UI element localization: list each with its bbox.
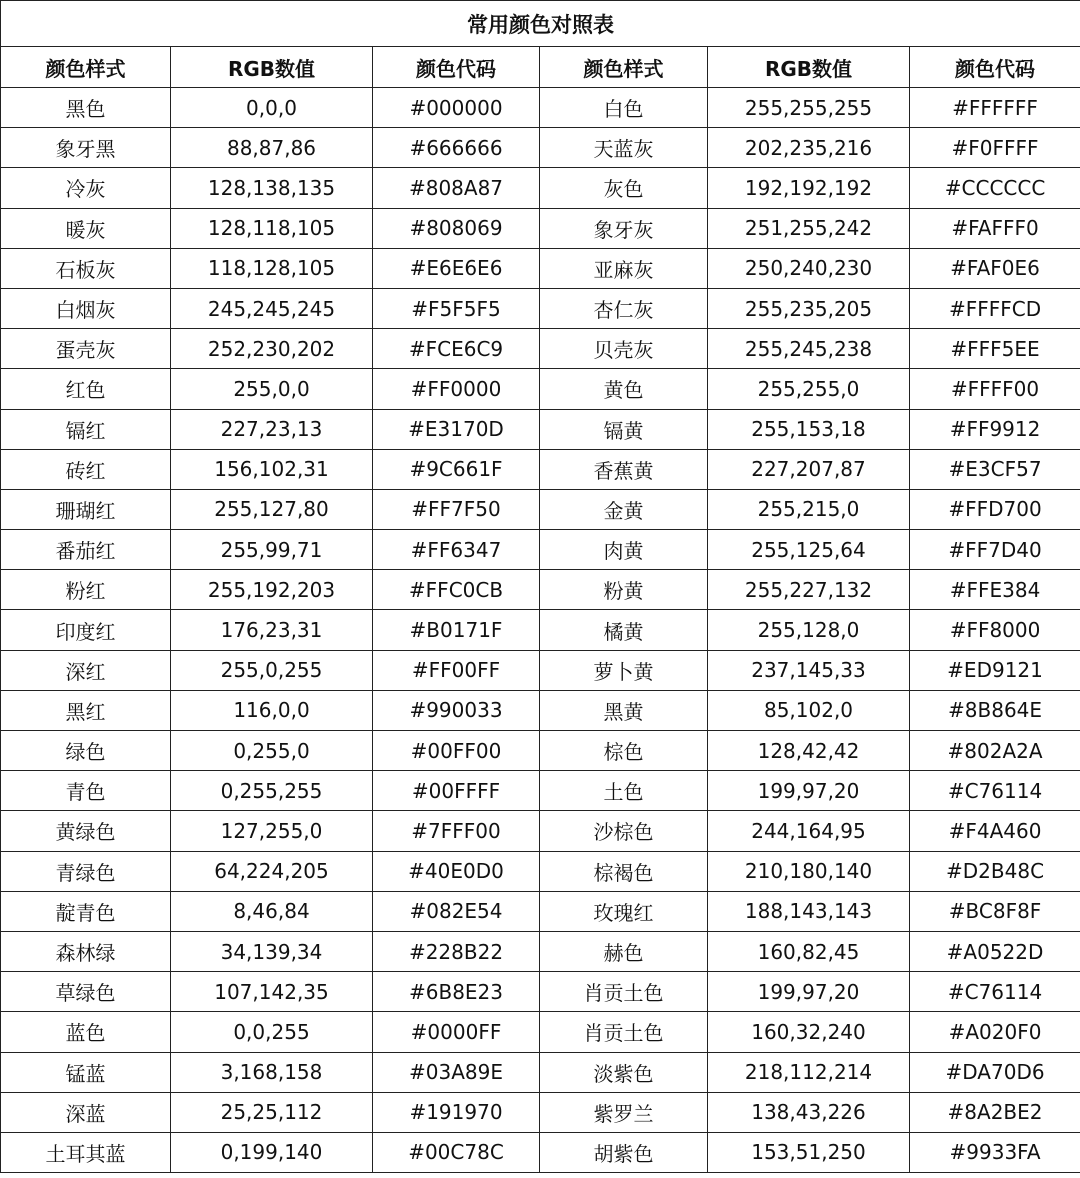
table-row — [1, 1132, 1080, 1172]
table-row — [1, 891, 1080, 931]
table-row — [1, 329, 1080, 369]
table-title: 常用颜色对照表 — [1, 1, 1080, 47]
rgb-value-cell-2: 128,42,42 — [708, 731, 910, 771]
hex-code-cell: #082E54 — [373, 891, 540, 931]
color-name-cell: 粉红 — [1, 570, 171, 610]
color-name-cell: 印度红 — [1, 610, 171, 650]
color-name-cell: 蛋壳灰 — [1, 329, 171, 369]
hex-code-cell: #0000FF — [373, 1012, 540, 1052]
rgb-value-cell: 107,142,35 — [171, 972, 373, 1012]
hex-code-cell: #666666 — [373, 128, 540, 168]
hex-code-cell-2: #FFD700 — [910, 489, 1080, 529]
table-title-row — [1, 1, 1080, 47]
hex-code-cell: #E6E6E6 — [373, 248, 540, 288]
rgb-value-cell: 8,46,84 — [171, 891, 373, 931]
table-row — [1, 449, 1080, 489]
rgb-value-cell-2: 255,125,64 — [708, 530, 910, 570]
color-name-cell: 深蓝 — [1, 1092, 171, 1132]
color-name-cell: 青色 — [1, 771, 171, 811]
hex-code-cell-2: #A020F0 — [910, 1012, 1080, 1052]
header-color-style: 颜色样式 — [1, 47, 171, 88]
color-name-cell-2: 香蕉黄 — [540, 449, 708, 489]
hex-code-cell-2: #F0FFFF — [910, 128, 1080, 168]
header-color-code-2: 颜色代码 — [910, 47, 1080, 88]
rgb-value-cell: 0,199,140 — [171, 1132, 373, 1172]
hex-code-cell-2: #BC8F8F — [910, 891, 1080, 931]
rgb-value-cell: 0,255,0 — [171, 731, 373, 771]
hex-code-cell: #FF00FF — [373, 650, 540, 690]
header-color-style-2: 颜色样式 — [540, 47, 708, 88]
rgb-value-cell-2: 218,112,214 — [708, 1052, 910, 1092]
hex-code-cell: #B0171F — [373, 610, 540, 650]
table-row — [1, 610, 1080, 650]
table-row — [1, 972, 1080, 1012]
rgb-value-cell: 88,87,86 — [171, 128, 373, 168]
rgb-value-cell: 255,0,0 — [171, 369, 373, 409]
rgb-value-cell: 0,255,255 — [171, 771, 373, 811]
color-name-cell-2: 镉黄 — [540, 409, 708, 449]
color-name-cell-2: 玫瑰红 — [540, 891, 708, 931]
table-row — [1, 1092, 1080, 1132]
table-row — [1, 168, 1080, 208]
table-row — [1, 1052, 1080, 1092]
color-name-cell-2: 沙棕色 — [540, 811, 708, 851]
hex-code-cell: #228B22 — [373, 931, 540, 971]
hex-code-cell-2: #FF8000 — [910, 610, 1080, 650]
rgb-value-cell: 128,118,105 — [171, 208, 373, 248]
rgb-value-cell: 245,245,245 — [171, 288, 373, 328]
table-row — [1, 811, 1080, 851]
color-name-cell: 暖灰 — [1, 208, 171, 248]
color-name-cell: 白烟灰 — [1, 288, 171, 328]
hex-code-cell-2: #802A2A — [910, 731, 1080, 771]
hex-code-cell: #990033 — [373, 690, 540, 730]
table-row — [1, 851, 1080, 891]
hex-code-cell: #F5F5F5 — [373, 288, 540, 328]
rgb-value-cell-2: 237,145,33 — [708, 650, 910, 690]
rgb-value-cell: 255,192,203 — [171, 570, 373, 610]
table-body — [1, 88, 1080, 1173]
color-name-cell-2: 肖贡土色 — [540, 972, 708, 1012]
hex-code-cell-2: #C76114 — [910, 771, 1080, 811]
hex-code-cell-2: #F4A460 — [910, 811, 1080, 851]
rgb-value-cell-2: 85,102,0 — [708, 690, 910, 730]
rgb-value-cell: 64,224,205 — [171, 851, 373, 891]
color-name-cell: 蓝色 — [1, 1012, 171, 1052]
header-rgb-value-2: RGB数值 — [708, 47, 910, 88]
color-name-cell: 靛青色 — [1, 891, 171, 931]
color-name-cell-2: 象牙灰 — [540, 208, 708, 248]
rgb-value-cell-2: 255,245,238 — [708, 329, 910, 369]
hex-code-cell-2: #C76114 — [910, 972, 1080, 1012]
table-row — [1, 369, 1080, 409]
table-row — [1, 288, 1080, 328]
color-name-cell-2: 土色 — [540, 771, 708, 811]
rgb-value-cell-2: 251,255,242 — [708, 208, 910, 248]
hex-code-cell: #40E0D0 — [373, 851, 540, 891]
rgb-value-cell: 255,0,255 — [171, 650, 373, 690]
color-name-cell: 深红 — [1, 650, 171, 690]
rgb-value-cell-2: 153,51,250 — [708, 1132, 910, 1172]
rgb-value-cell-2: 199,97,20 — [708, 771, 910, 811]
rgb-value-cell-2: 138,43,226 — [708, 1092, 910, 1132]
color-name-cell-2: 橘黄 — [540, 610, 708, 650]
color-name-cell-2: 贝壳灰 — [540, 329, 708, 369]
color-name-cell-2: 灰色 — [540, 168, 708, 208]
hex-code-cell-2: #FFF5EE — [910, 329, 1080, 369]
rgb-value-cell-2: 255,255,255 — [708, 88, 910, 128]
table-row — [1, 248, 1080, 288]
rgb-value-cell: 156,102,31 — [171, 449, 373, 489]
hex-code-cell: #00FFFF — [373, 771, 540, 811]
rgb-value-cell: 127,255,0 — [171, 811, 373, 851]
color-name-cell-2: 白色 — [540, 88, 708, 128]
rgb-value-cell-2: 160,82,45 — [708, 931, 910, 971]
color-name-cell: 青绿色 — [1, 851, 171, 891]
color-name-cell-2: 金黄 — [540, 489, 708, 529]
hex-code-cell-2: #FAFFF0 — [910, 208, 1080, 248]
color-name-cell: 象牙黑 — [1, 128, 171, 168]
table-row — [1, 489, 1080, 529]
hex-code-cell: #808A87 — [373, 168, 540, 208]
table-row — [1, 128, 1080, 168]
color-name-cell-2: 赫色 — [540, 931, 708, 971]
color-name-cell: 珊瑚红 — [1, 489, 171, 529]
rgb-value-cell-2: 227,207,87 — [708, 449, 910, 489]
rgb-value-cell: 227,23,13 — [171, 409, 373, 449]
rgb-value-cell-2: 160,32,240 — [708, 1012, 910, 1052]
table-row — [1, 690, 1080, 730]
table-row — [1, 409, 1080, 449]
color-name-cell: 石板灰 — [1, 248, 171, 288]
hex-code-cell-2: #8A2BE2 — [910, 1092, 1080, 1132]
color-name-cell-2: 肉黄 — [540, 530, 708, 570]
hex-code-cell: #7FFF00 — [373, 811, 540, 851]
hex-code-cell-2: #FF7D40 — [910, 530, 1080, 570]
color-name-cell-2: 黑黄 — [540, 690, 708, 730]
hex-code-cell: #6B8E23 — [373, 972, 540, 1012]
color-name-cell-2: 淡紫色 — [540, 1052, 708, 1092]
hex-code-cell-2: #ED9121 — [910, 650, 1080, 690]
rgb-value-cell-2: 188,143,143 — [708, 891, 910, 931]
color-name-cell-2: 胡紫色 — [540, 1132, 708, 1172]
hex-code-cell-2: #FFE384 — [910, 570, 1080, 610]
hex-code-cell: #E3170D — [373, 409, 540, 449]
hex-code-cell-2: #9933FA — [910, 1132, 1080, 1172]
hex-code-cell: #FFC0CB — [373, 570, 540, 610]
hex-code-cell: #000000 — [373, 88, 540, 128]
rgb-value-cell: 116,0,0 — [171, 690, 373, 730]
rgb-value-cell-2: 255,255,0 — [708, 369, 910, 409]
hex-code-cell-2: #CCCCCC — [910, 168, 1080, 208]
color-name-cell: 绿色 — [1, 731, 171, 771]
color-name-cell: 草绿色 — [1, 972, 171, 1012]
color-name-cell-2: 萝卜黄 — [540, 650, 708, 690]
hex-code-cell: #FF0000 — [373, 369, 540, 409]
hex-code-cell-2: #A0522D — [910, 931, 1080, 971]
rgb-value-cell: 0,0,0 — [171, 88, 373, 128]
hex-code-cell-2: #FF9912 — [910, 409, 1080, 449]
hex-code-cell-2: #DA70D6 — [910, 1052, 1080, 1092]
rgb-value-cell-2: 192,192,192 — [708, 168, 910, 208]
hex-code-cell: #03A89E — [373, 1052, 540, 1092]
rgb-value-cell-2: 255,215,0 — [708, 489, 910, 529]
rgb-value-cell: 3,168,158 — [171, 1052, 373, 1092]
color-name-cell-2: 黄色 — [540, 369, 708, 409]
table-header-row — [1, 47, 1080, 88]
hex-code-cell: #191970 — [373, 1092, 540, 1132]
color-name-cell: 黑红 — [1, 690, 171, 730]
rgb-value-cell-2: 244,164,95 — [708, 811, 910, 851]
color-name-cell: 锰蓝 — [1, 1052, 171, 1092]
rgb-value-cell-2: 255,227,132 — [708, 570, 910, 610]
table-row — [1, 771, 1080, 811]
table-row — [1, 650, 1080, 690]
table-row — [1, 88, 1080, 128]
table-row — [1, 931, 1080, 971]
table-row — [1, 731, 1080, 771]
rgb-value-cell-2: 210,180,140 — [708, 851, 910, 891]
color-name-cell: 镉红 — [1, 409, 171, 449]
rgb-value-cell-2: 202,235,216 — [708, 128, 910, 168]
color-name-cell-2: 天蓝灰 — [540, 128, 708, 168]
color-name-cell-2: 亚麻灰 — [540, 248, 708, 288]
color-name-cell: 红色 — [1, 369, 171, 409]
table-row — [1, 1012, 1080, 1052]
hex-code-cell: #9C661F — [373, 449, 540, 489]
rgb-value-cell: 255,99,71 — [171, 530, 373, 570]
hex-code-cell-2: #FFFFCD — [910, 288, 1080, 328]
color-name-cell: 黑色 — [1, 88, 171, 128]
color-name-cell-2: 肖贡土色 — [540, 1012, 708, 1052]
rgb-value-cell-2: 255,128,0 — [708, 610, 910, 650]
table-row — [1, 570, 1080, 610]
rgb-value-cell-2: 255,235,205 — [708, 288, 910, 328]
hex-code-cell-2: #8B864E — [910, 690, 1080, 730]
color-name-cell: 土耳其蓝 — [1, 1132, 171, 1172]
color-name-cell: 森林绿 — [1, 931, 171, 971]
header-rgb-value: RGB数值 — [171, 47, 373, 88]
hex-code-cell-2: #FFFFFF — [910, 88, 1080, 128]
hex-code-cell-2: #FAF0E6 — [910, 248, 1080, 288]
hex-code-cell: #808069 — [373, 208, 540, 248]
color-name-cell-2: 紫罗兰 — [540, 1092, 708, 1132]
rgb-value-cell: 176,23,31 — [171, 610, 373, 650]
rgb-value-cell: 0,0,255 — [171, 1012, 373, 1052]
hex-code-cell: #FF7F50 — [373, 489, 540, 529]
rgb-value-cell: 128,138,135 — [171, 168, 373, 208]
hex-code-cell: #FCE6C9 — [373, 329, 540, 369]
rgb-value-cell: 118,128,105 — [171, 248, 373, 288]
table-row — [1, 530, 1080, 570]
hex-code-cell-2: #FFFF00 — [910, 369, 1080, 409]
rgb-value-cell-2: 199,97,20 — [708, 972, 910, 1012]
color-name-cell-2: 棕褐色 — [540, 851, 708, 891]
table-row — [1, 208, 1080, 248]
color-name-cell-2: 粉黄 — [540, 570, 708, 610]
hex-code-cell: #00FF00 — [373, 731, 540, 771]
rgb-value-cell: 34,139,34 — [171, 931, 373, 971]
hex-code-cell-2: #E3CF57 — [910, 449, 1080, 489]
color-name-cell: 砖红 — [1, 449, 171, 489]
color-name-cell: 冷灰 — [1, 168, 171, 208]
hex-code-cell-2: #D2B48C — [910, 851, 1080, 891]
hex-code-cell: #FF6347 — [373, 530, 540, 570]
rgb-value-cell: 25,25,112 — [171, 1092, 373, 1132]
color-name-cell-2: 棕色 — [540, 731, 708, 771]
hex-code-cell: #00C78C — [373, 1132, 540, 1172]
rgb-value-cell: 252,230,202 — [171, 329, 373, 369]
rgb-value-cell-2: 255,153,18 — [708, 409, 910, 449]
header-color-code: 颜色代码 — [373, 47, 540, 88]
color-name-cell-2: 杏仁灰 — [540, 288, 708, 328]
color-name-cell: 黄绿色 — [1, 811, 171, 851]
color-name-cell: 番茄红 — [1, 530, 171, 570]
rgb-value-cell-2: 250,240,230 — [708, 248, 910, 288]
rgb-value-cell: 255,127,80 — [171, 489, 373, 529]
